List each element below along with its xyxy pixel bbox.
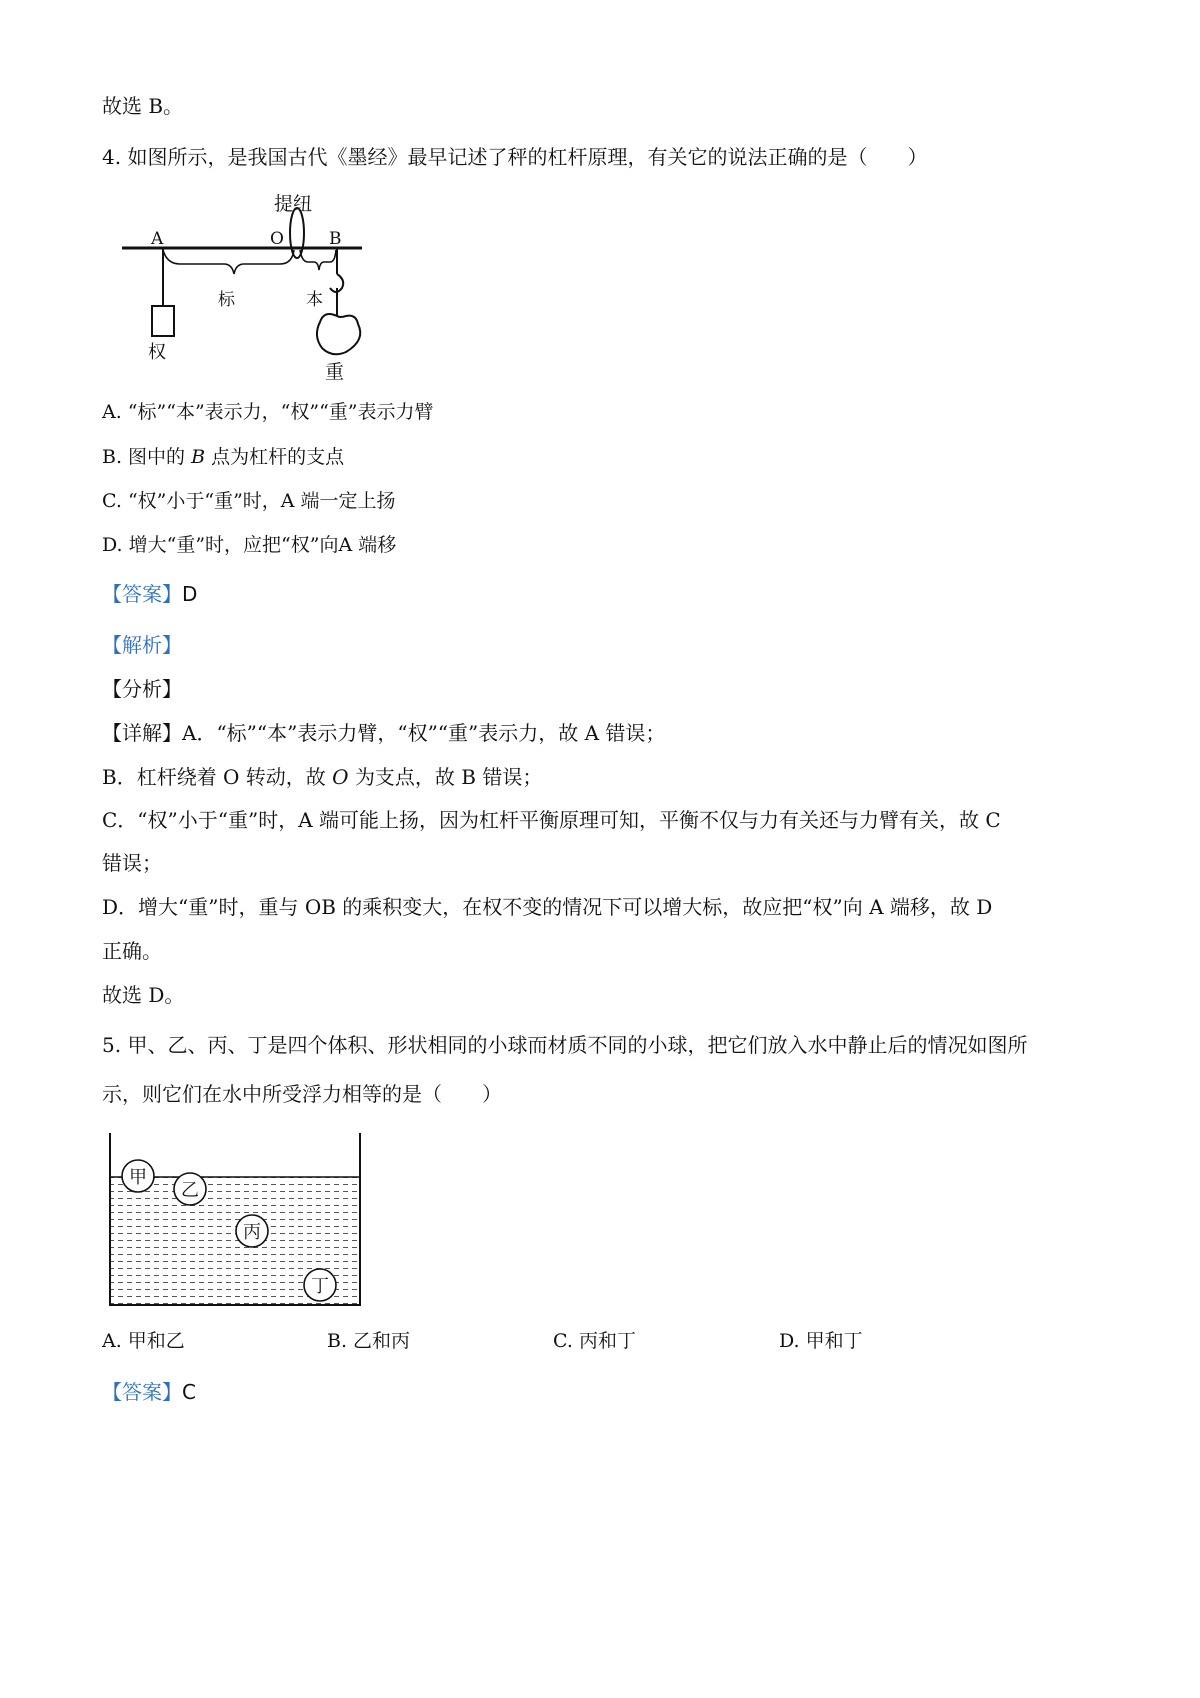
prev-conclusion: 故选 B。: [102, 94, 184, 118]
detail-line-2-pre: B．杠杆绕着 O 转动，故: [102, 765, 326, 789]
q4-option-b-pre: B. 图中的: [102, 446, 186, 468]
q5-option-b: B. 乙和丙: [327, 1330, 411, 1352]
label-quan: 权: [148, 342, 166, 363]
detail-line-4: D．增大“重”时，重与 OB 的乘积变大，在权不变的情况下可以增大标，故应把“权”向 A 端移，故 D: [102, 895, 993, 919]
detail-line-4-cont: 正确。: [102, 939, 162, 963]
label-ben: 本: [306, 290, 323, 310]
q5-option-c: C. 丙和丁: [553, 1330, 636, 1352]
steelyard-figure: [110, 188, 370, 388]
fenxi-tag: 【分析】: [102, 677, 182, 701]
ball-bing-label: 丙: [243, 1222, 261, 1243]
weight-block: [152, 306, 174, 336]
water-tank-figure: [100, 1125, 370, 1310]
detail-line-2: [102, 763, 542, 791]
lifting-cord-loop: [290, 208, 304, 258]
label-O: O: [270, 229, 284, 249]
q4-stem: 4. 如图所示，是我国古代《墨经》最早记述了秤的杠杆原理，有关它的说法正确的是（ ）: [102, 145, 928, 169]
q5-answer: [102, 1378, 196, 1406]
ball-ding-label: 丁: [311, 1276, 329, 1297]
q4-conclusion: 故选 D。: [102, 983, 185, 1007]
ball-yi-label: 乙: [181, 1180, 199, 1201]
label-tiniu: 提纽: [274, 193, 313, 215]
answer-tag: 【答案】: [102, 582, 182, 606]
q4-option-d: D. 增大“重”时，应把“权”向A 端移: [102, 534, 397, 556]
q4-option-b-var: B: [191, 446, 206, 468]
biao-brace: [163, 250, 294, 274]
answer-value: D: [182, 582, 198, 606]
detail-line-1: 【详解】A．“标”“本”表示力臂，“权”“重”表示力，故 A 错误；: [102, 721, 666, 745]
detail-line-2-var: O: [332, 765, 349, 789]
label-B: B: [329, 229, 342, 249]
detail-line-3-cont: 错误；: [102, 851, 162, 875]
q5-answer-tag: 【答案】: [102, 1380, 182, 1404]
detail-line-2-post: 为支点，故 B 错误；: [354, 765, 543, 789]
analysis-tag: 【解析】: [102, 633, 182, 657]
q5-stem-line-2: 示，则它们在水中所受浮力相等的是（ ）: [102, 1082, 502, 1106]
ball-jia-label: 甲: [129, 1167, 147, 1188]
q4-option-a: A. “标”“本”表示力，“权”“重”表示力臂: [102, 401, 434, 423]
q4-option-b: [102, 443, 344, 471]
q4-option-b-post: 点为杠杆的支点: [211, 446, 345, 468]
label-A: A: [151, 229, 164, 249]
q5-stem-line-1: 5. 甲、乙、丙、丁是四个体积、形状相同的小球而材质不同的小球，把它们放入水中静止后的情况如图所: [102, 1033, 1028, 1057]
q5-answer-value: C: [182, 1380, 196, 1404]
ben-brace: [300, 250, 336, 270]
q5-option-a: A. 甲和乙: [102, 1330, 185, 1352]
label-biao: 标: [218, 290, 235, 310]
label-zhong: 重: [325, 361, 345, 383]
q5-option-d: D. 甲和丁: [779, 1330, 863, 1352]
load-object: [317, 314, 360, 354]
q4-option-c: C. “权”小于“重”时，A 端一定上扬: [102, 490, 396, 512]
q4-answer: [102, 580, 197, 608]
detail-line-3: C．“权”小于“重”时，A 端可能上扬，因为杠杆平衡原理可知，平衡不仅与力有关还与力臂有关，故 C: [102, 808, 1001, 832]
